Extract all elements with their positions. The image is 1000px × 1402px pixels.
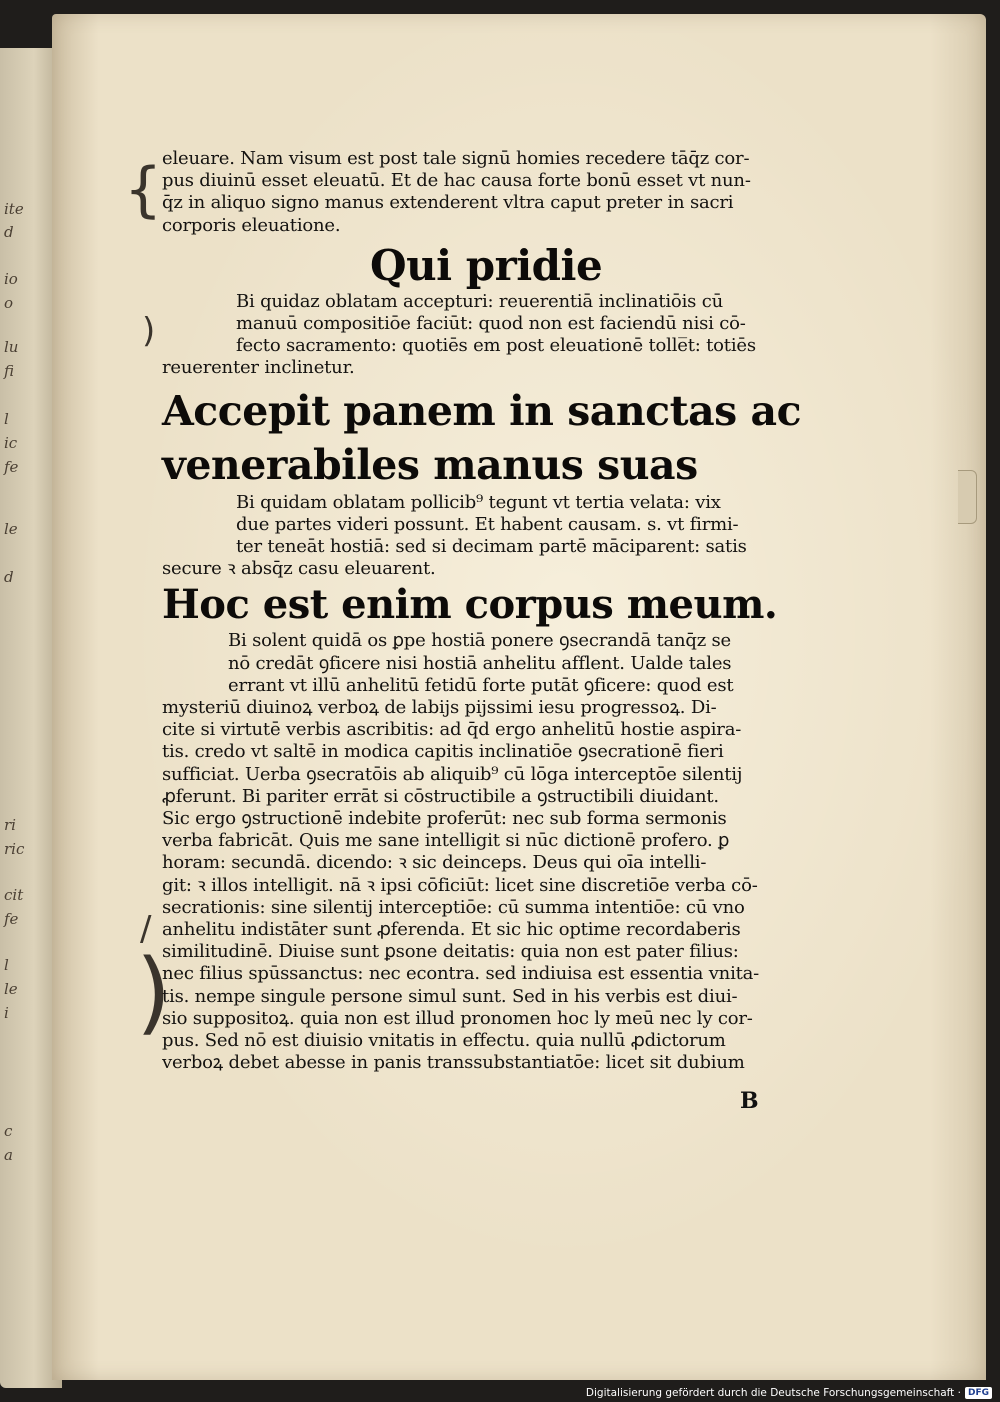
left-margin-fragment: d	[4, 223, 14, 241]
left-margin-fragment: le	[4, 980, 18, 998]
left-margin-fragment: l	[4, 410, 9, 428]
text-line: secrationis: sine silentij interceptiōe: cū summa intentiōe: cū vno	[162, 896, 745, 918]
left-margin-fragment: c	[4, 1122, 13, 1140]
digitization-credit	[586, 1386, 992, 1400]
signature-mark: B	[740, 1088, 759, 1114]
margin-bracket-mark: )	[142, 311, 156, 351]
dfg-logo-icon: DFG	[965, 1387, 992, 1399]
text-line: verba fabricāt. Quis me sane intelligit si nūc dictionē profero. ꝑ	[162, 830, 730, 852]
text-block	[162, 148, 802, 1075]
text-line: q̄z in aliquo signo manus extenderent vltra caput preter in sacri	[162, 192, 734, 214]
left-margin-fragment: fe	[4, 910, 19, 928]
left-margin-fragment: a	[4, 1146, 13, 1164]
text-line: verboꝝ debet abesse in panis transsubstantiatōe: licet sit dubium	[162, 1052, 745, 1074]
left-margin-fragment: lu	[4, 338, 19, 356]
text-line: ter teneāt hostiā: sed si decimam partē māciparent: satis	[236, 536, 747, 558]
margin-bracket-mark: /	[140, 909, 152, 949]
left-margin-fragment: fe	[4, 458, 19, 476]
text-line: secure ꝛ absq̄z casu eleuarent.	[162, 558, 436, 580]
left-margin-fragment: i	[4, 1004, 9, 1022]
text-line: nō credāt ꝯficere nisi hostiā anhelitu afflent. Ualde tales	[228, 652, 732, 674]
left-margin-fragment: d	[4, 568, 14, 586]
left-margin-fragment: ite	[4, 200, 24, 218]
text-line: Bi quidaz oblatam accepturi: reuerentiā inclinatiōis cū	[236, 290, 723, 312]
text-line: similitudinē. Diuise sunt ꝑsone deitatis: quia non est pater filius:	[162, 941, 739, 963]
left-margin-fragment: ric	[4, 840, 25, 858]
text-line: tis. nempe singule persone simul sunt. Sed in his verbis est diui-	[162, 985, 738, 1007]
text-line: pus. Sed nō est diuisio vnitatis in effectu. quia nullū ꝓdictorum	[162, 1030, 726, 1052]
text-line: sufficiat. Uerba ꝯsecratōis ab aliquib⁹ cū lōga interceptōe silentij	[162, 763, 743, 785]
left-margin-fragment: l	[4, 956, 9, 974]
text-line: mysteriū diuinoꝝ verboꝝ de labijs pijssimi iesu progressoꝝ. Di-	[162, 697, 717, 719]
text-line: ꝓferunt. Bi pariter errāt si cōstructibile a ꝯstructibili diuidant.	[162, 785, 719, 807]
text-line: cite si virtutē verbis ascribitis: ad q̄d ergo anhelitū hostie aspira-	[162, 719, 742, 741]
heading-venerabiles: venerabiles manus suas	[162, 440, 698, 489]
text-line: reuerenter inclinetur.	[162, 357, 355, 379]
text-line: Bi solent quidā os ꝑpe hostiā ponere ꝯsecrandā tanq̄z se	[228, 630, 732, 652]
page-tab-marker	[958, 470, 977, 524]
left-margin-fragment: o	[4, 294, 14, 312]
margin-bracket-mark: {	[124, 155, 163, 225]
text-line: due partes videri possunt. Et habent causam. s. vt firmi-	[236, 513, 739, 535]
heading-qui-pridie: Qui pridie	[370, 240, 603, 290]
left-margin-fragment: io	[4, 270, 18, 288]
left-margin-fragment: fi	[4, 362, 15, 380]
text-line: tis. credo vt saltē in modica capitis inclinatiōe ꝯsecrationē fieri	[162, 741, 724, 763]
text-line: anhelitu indistāter sunt ꝓferenda. Et sic hic optime recordaberis	[162, 919, 741, 941]
text-line: Bi quidam oblatam pollicib⁹ tegunt vt tertia velata: vix	[236, 491, 721, 513]
text-line: sio suppositoꝝ. quia non est illud pronomen hoc ly meū nec ly cor-	[162, 1007, 753, 1029]
credit-text: Digitalisierung gefördert durch die Deutsche Forschungsgemeinschaft ·	[585, 1387, 961, 1399]
text-line: fecto sacramento: quotiēs em post eleuationē tolle̅t: totiēs	[236, 335, 756, 357]
left-margin-fragment: cit	[4, 886, 24, 904]
text-line: eleuare. Nam visum est post tale signū homies recedere tāq̄z cor-	[162, 148, 750, 169]
text-line: manuū compositiōe faciūt: quod non est faciendū nisi cō-	[236, 313, 746, 335]
text-line: git: ꝛ illos intelligit. nā ꝛ ipsi cōficiūt: licet sine discretiōe verba cō-	[162, 874, 758, 896]
left-margin-fragment: le	[4, 520, 18, 538]
margin-bracket-mark: )	[136, 940, 172, 1045]
text-line: Sic ergo ꝯstructionē indebite proferūt: nec sub forma sermonis	[162, 808, 727, 830]
left-margin-fragment: ri	[4, 816, 16, 834]
heading-accepit-panem: Accepit panem in sanctas ac	[162, 386, 802, 435]
text-line: horam: secundā. dicendo: ꝛ sic deinceps. Deus qui oīa intelli-	[162, 852, 707, 874]
text-line: pus diuinū esset eleuatū. Et de hac causa forte bonū esset vt nun-	[162, 170, 751, 192]
text-line: errant vt illū anhelitū fetidū forte putāt ꝯficere: quod est	[228, 674, 734, 696]
heading-hoc-est-enim: Hoc est enim corpus meum.	[162, 581, 778, 629]
left-margin-fragment: ic	[4, 434, 18, 452]
text-line: corporis eleuatione.	[162, 214, 341, 236]
text-line: nec filius spūssanctus: nec econtra. sed indiuisa est essentia vnita-	[162, 963, 760, 985]
